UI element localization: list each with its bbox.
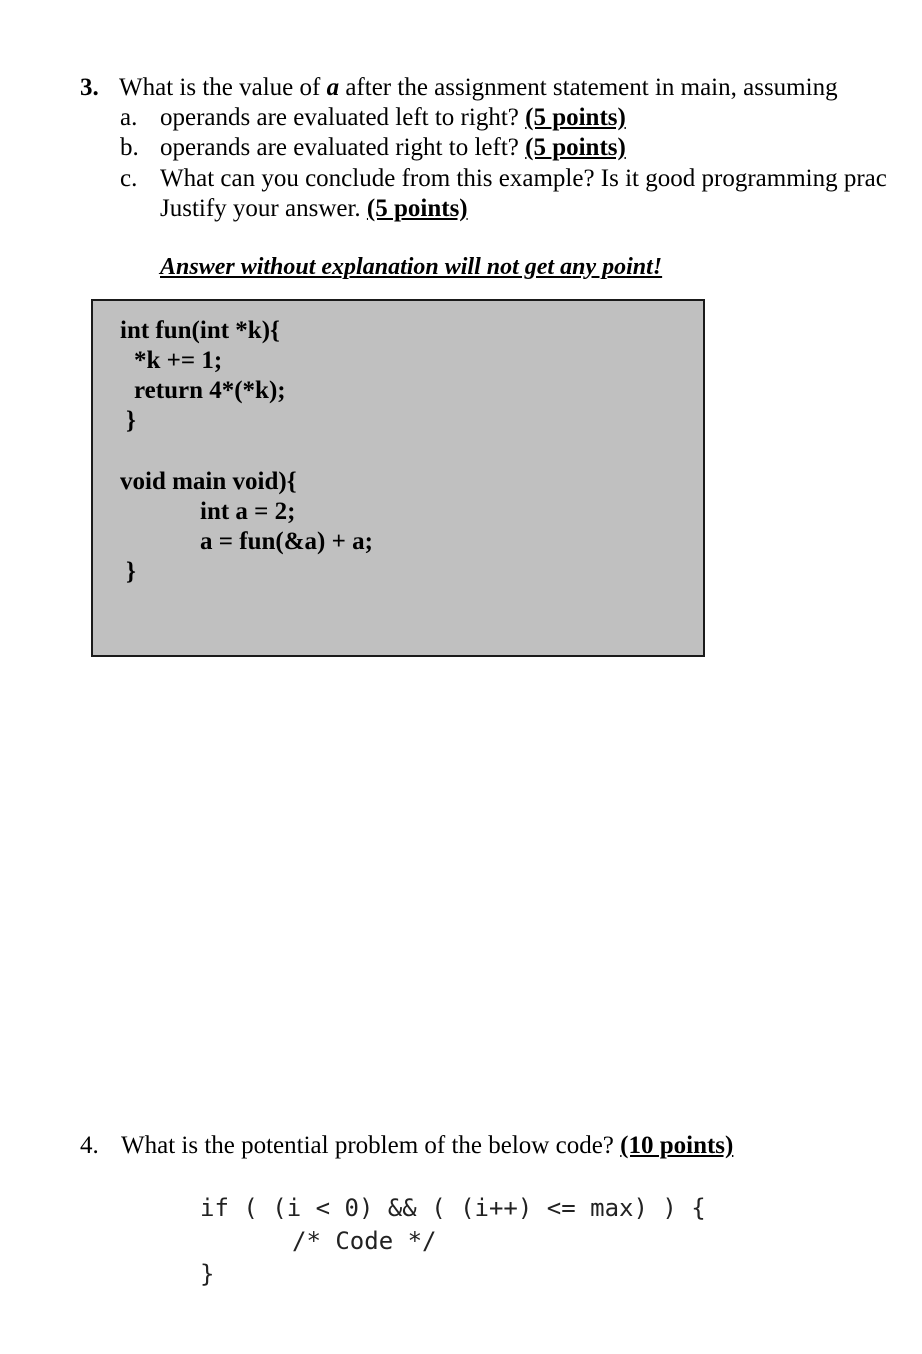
code-line-1: int fun(int *k){ bbox=[120, 317, 280, 344]
question-3-stem bbox=[80, 73, 838, 103]
answer-warning: Answer without explanation will not get any point! bbox=[160, 254, 663, 280]
code-line-2: *k += 1; bbox=[134, 347, 223, 374]
question-4-stem bbox=[80, 1131, 99, 1161]
question-3-number: 3. bbox=[80, 74, 99, 101]
item-a-marker: a. bbox=[120, 104, 138, 131]
question-4-text: What is the potential problem of the below code? bbox=[121, 1132, 621, 1159]
item-c-points: (5 points) bbox=[366, 195, 468, 222]
code-line-4: } bbox=[126, 407, 136, 434]
q4-code-line-2: /* Code */ bbox=[292, 1227, 437, 1255]
question-4-points: (10 points) bbox=[620, 1132, 734, 1159]
q4-code-line-1: if ( (i < 0) && ( (i++) <= max) ) { bbox=[200, 1194, 706, 1222]
question-3-item-a-text bbox=[160, 103, 626, 133]
item-a-points: (5 points) bbox=[525, 104, 626, 131]
item-b-marker: b. bbox=[120, 134, 139, 161]
code-line-6: int a = 2; bbox=[200, 498, 296, 525]
code-line-7: a = fun(&a) + a; bbox=[200, 528, 373, 555]
item-a-text: operands are evaluated left to right? bbox=[160, 104, 526, 131]
question-3-stem-after: after the assignment statement in main, assuming bbox=[339, 74, 838, 101]
item-b-points: (5 points) bbox=[525, 134, 626, 161]
code-line-3: return 4*(*k); bbox=[134, 377, 286, 404]
question-3-item-c bbox=[120, 164, 137, 194]
item-c-text: What can you conclude from this example? Is it good programming prac bbox=[160, 165, 887, 192]
question-3-variable: a bbox=[326, 74, 340, 101]
question-3-item-c-text bbox=[160, 164, 887, 194]
question-3-item-c-continuation bbox=[160, 194, 468, 224]
q4-code-line-3: } bbox=[200, 1260, 215, 1288]
code-line-5: void main void){ bbox=[120, 468, 297, 495]
code-box bbox=[91, 299, 705, 657]
question-3-item-b-text bbox=[160, 133, 626, 163]
item-b-text: operands are evaluated right to left? bbox=[160, 134, 526, 161]
question-3-stem-before: What is the value of bbox=[119, 74, 327, 101]
code-line-8: } bbox=[126, 558, 136, 585]
question-3-item-b bbox=[120, 133, 139, 163]
question-4-number: 4. bbox=[80, 1132, 99, 1159]
item-c-marker: c. bbox=[120, 165, 138, 192]
item-c-continuation-text: Justify your answer. bbox=[160, 195, 367, 222]
question-4-text-line bbox=[121, 1131, 733, 1161]
question-3-item-a bbox=[120, 103, 137, 133]
